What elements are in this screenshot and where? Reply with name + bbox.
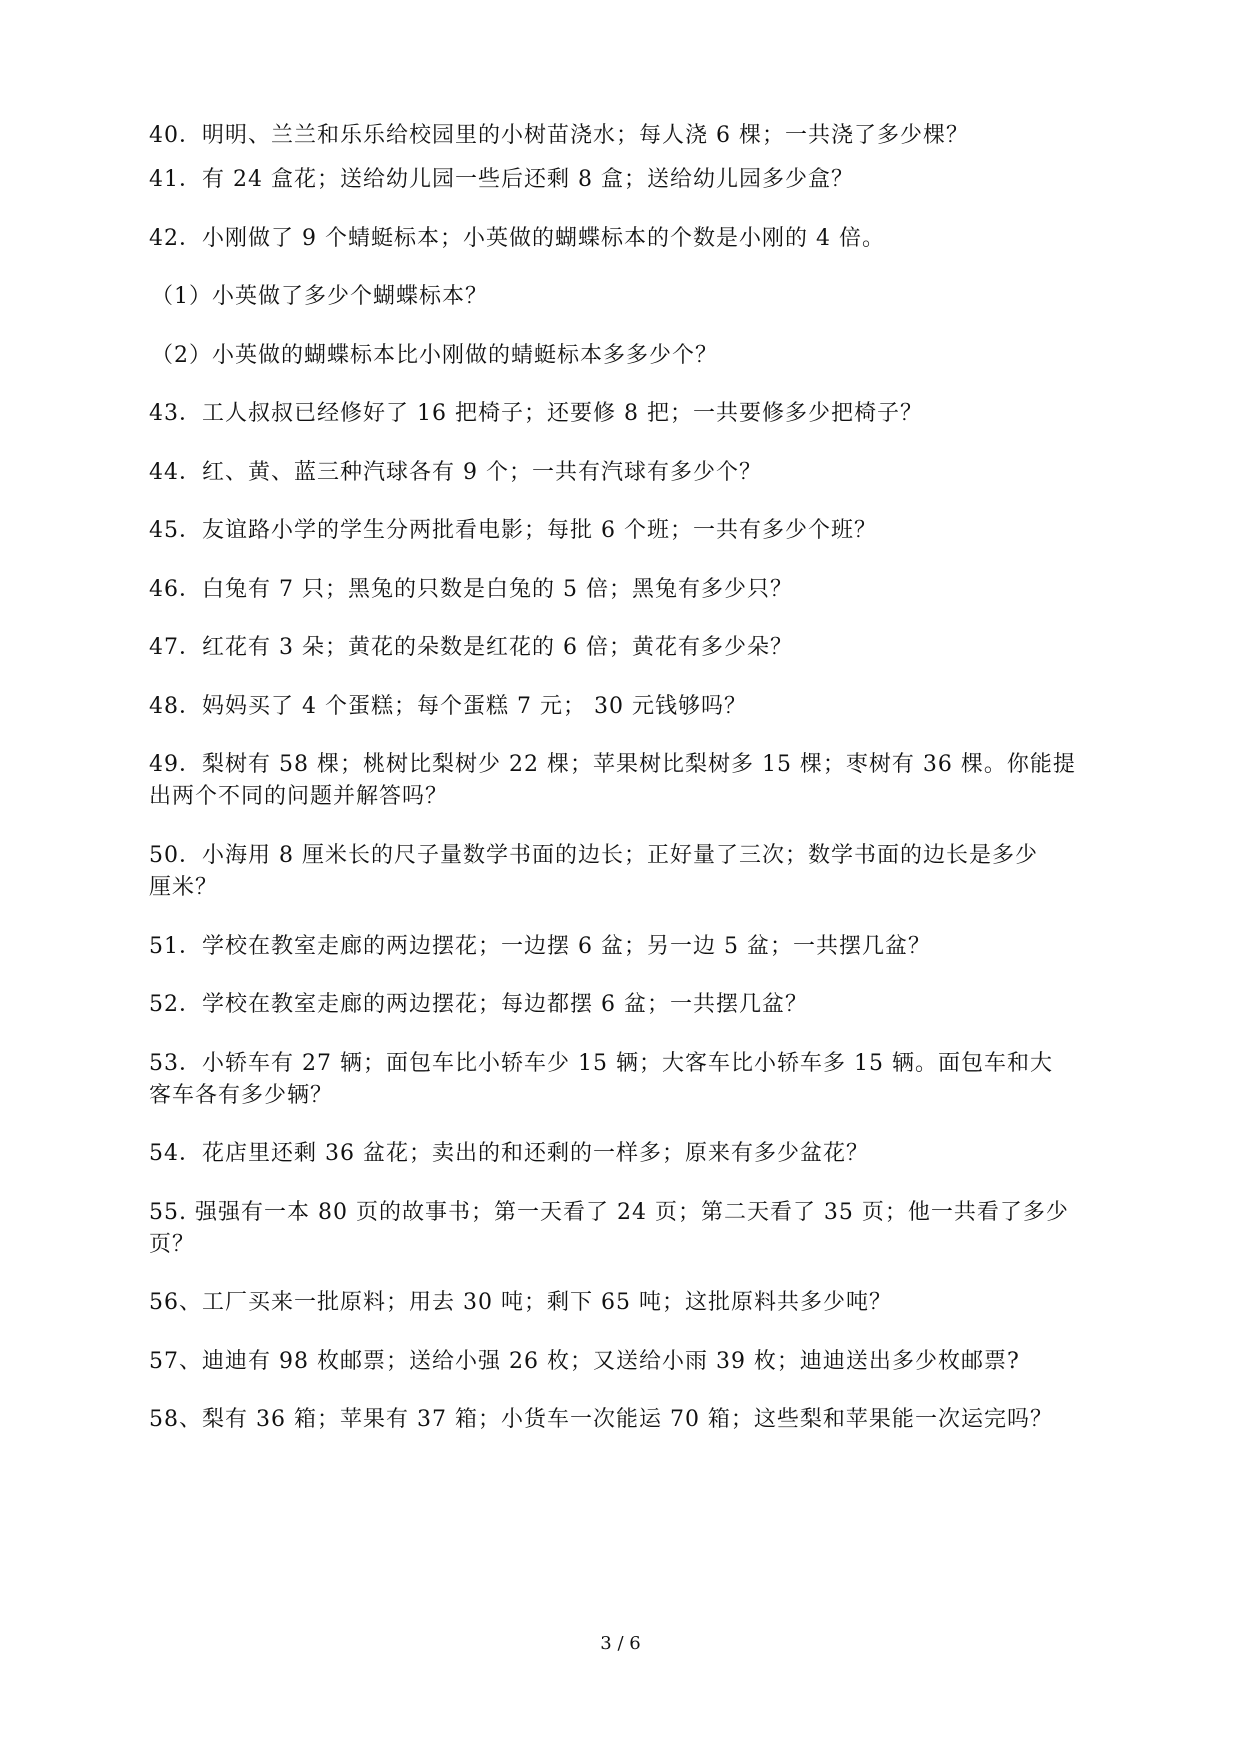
problem-47: 47．红花有 3 朵；黄花的朵数是红花的 6 倍；黄花有多少朵？ <box>149 635 793 660</box>
problem-53-line-2: 客车各有多少辆？ <box>149 1083 334 1108</box>
problem-48: 48．妈妈买了 4 个蛋糕；每个蛋糕 7 元； 30 元钱够吗？ <box>149 694 747 719</box>
page-number: 3 / 6 <box>600 1633 641 1654</box>
problem-53-line-1: 53．小轿车有 27 辆；面包车比小轿车少 15 辆；大客车比小轿车多 15 辆。面包车和大 <box>149 1051 1053 1076</box>
problem-58: 58、梨有 36 箱；苹果有 37 箱；小货车一次能运 70 箱；这些梨和苹果能一次运完吗？ <box>149 1407 1053 1432</box>
problem-43: 43．工人叔叔已经修好了 16 把椅子；还要修 8 把；一共要修多少把椅子？ <box>149 401 923 426</box>
problem-55-line-2: 页？ <box>149 1232 196 1257</box>
problem-40: 40．明明、兰兰和乐乐给校园里的小树苗浇水；每人浇 6 棵；一共浇了多少棵？ <box>149 123 969 148</box>
problem-42: 42．小刚做了 9 个蜻蜓标本；小英做的蝴蝶标本的个数是小刚的 4 倍。 <box>149 226 885 251</box>
problem-42-part-1: （1）小英做了多少个蝴蝶标本？ <box>151 284 488 309</box>
problem-52: 52．学校在教室走廊的两边摆花；每边都摆 6 盆；一共摆几盆？ <box>149 992 808 1017</box>
problem-51: 51．学校在教室走廊的两边摆花；一边摆 6 盆；另一边 5 盆；一共摆几盆？ <box>149 934 931 959</box>
problem-54: 54．花店里还剩 36 盆花；卖出的和还剩的一样多；原来有多少盆花？ <box>149 1141 869 1166</box>
problem-50-line-1: 50．小海用 8 厘米长的尺子量数学书面的边长；正好量了三次；数学书面的边长是多少 <box>149 843 1038 868</box>
problem-41: 41．有 24 盒花；送给幼儿园一些后还剩 8 盒；送给幼儿园多少盒？ <box>149 167 854 192</box>
problem-44: 44．红、黄、蓝三种汽球各有 9 个；一共有汽球有多少个？ <box>149 460 762 485</box>
problem-49-line-2: 出两个不同的问题并解答吗？ <box>149 784 449 809</box>
problem-46: 46．白兔有 7 只；黑兔的只数是白兔的 5 倍；黑兔有多少只？ <box>149 577 793 602</box>
problem-57: 57、迪迪有 98 枚邮票；送给小强 26 枚；又送给小雨 39 枚；迪迪送出多少枚邮票? <box>149 1349 1020 1374</box>
problem-50-line-2: 厘米？ <box>149 875 219 900</box>
problem-56: 56、工厂买来一批原料；用去 30 吨；剩下 65 吨；这批原料共多少吨？ <box>149 1290 892 1315</box>
problem-55-line-1: 55. 强强有一本 80 页的故事书；第一天看了 24 页；第二天看了 35 页；他一共看了多少 <box>149 1200 1069 1225</box>
problem-45: 45．友谊路小学的学生分两批看电影；每批 6 个班；一共有多少个班？ <box>149 518 877 543</box>
problem-42-part-2: （2）小英做的蝴蝶标本比小刚做的蜻蜓标本多多少个？ <box>151 343 718 368</box>
problem-49-line-1: 49．梨树有 58 棵；桃树比梨树少 22 棵；苹果树比梨树多 15 棵；枣树有 36 棵。你能提 <box>149 752 1076 777</box>
